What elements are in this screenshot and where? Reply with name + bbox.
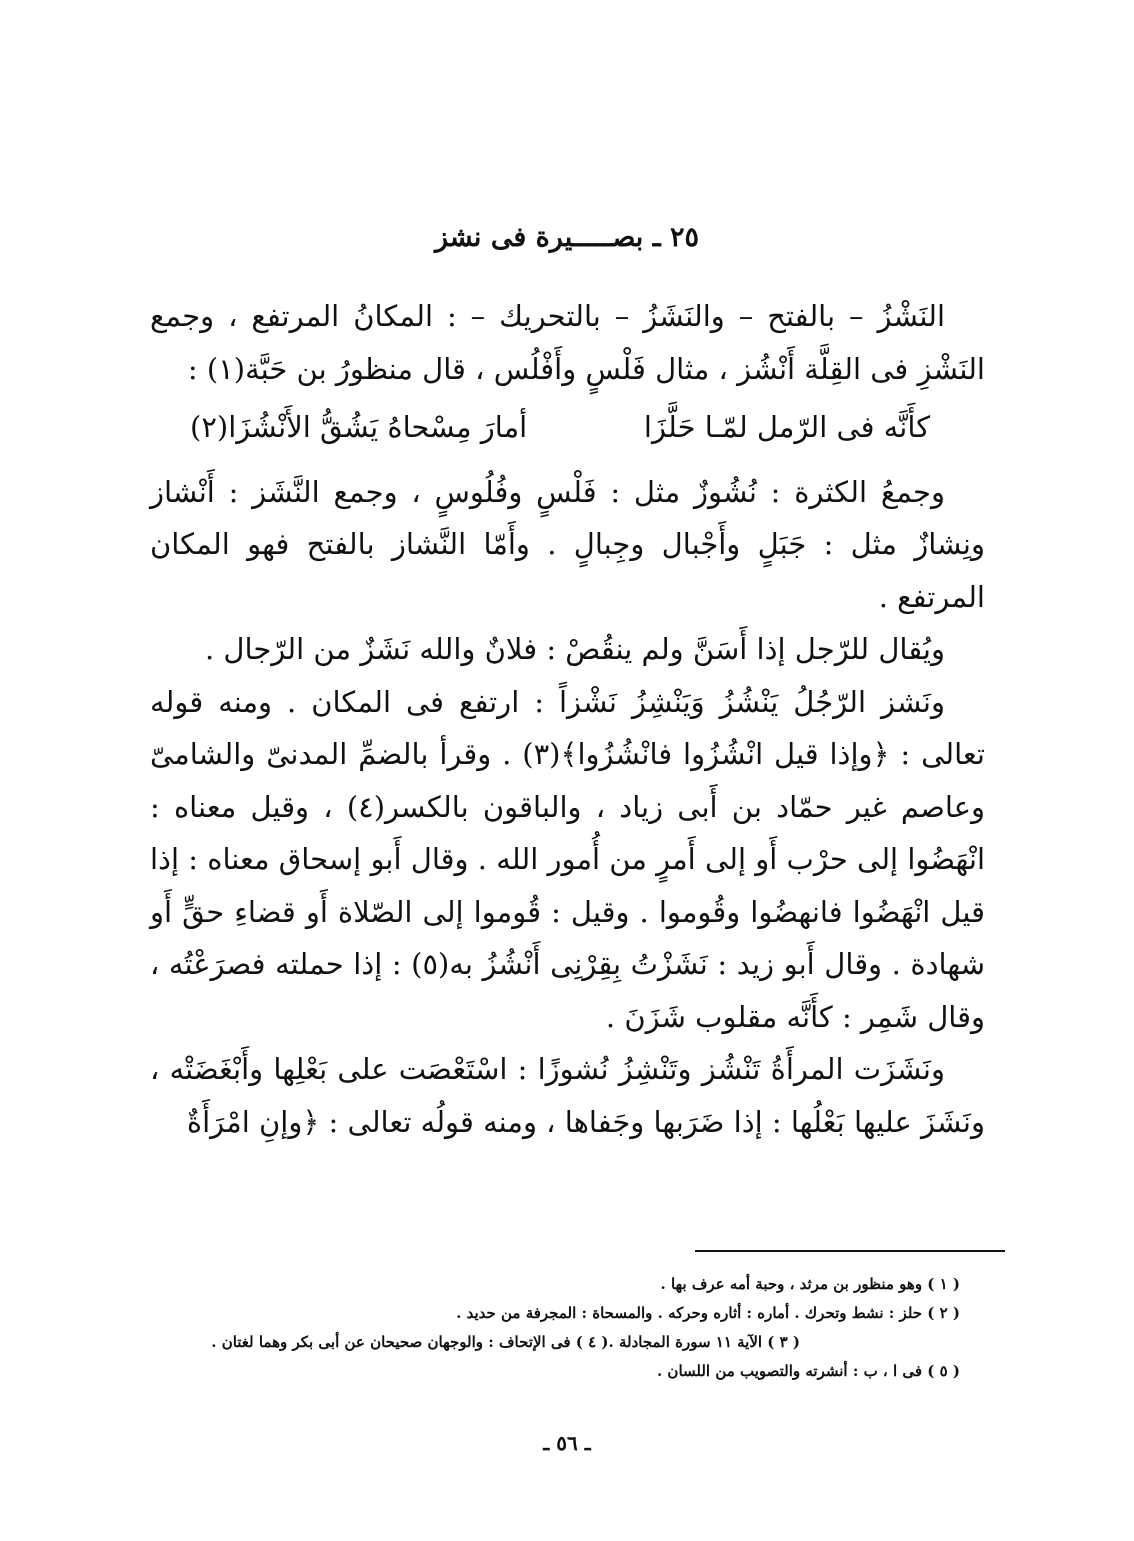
poetry-verse	[150, 401, 985, 454]
section-heading: ٢٥ ـ بصـــــيرة فى نشز	[434, 222, 700, 253]
verse-second-hemistich: أمارَ مِسْحاهُ يَشُقُّ الأَنْشُزَا(٢)	[190, 410, 528, 444]
footnote-row	[140, 1270, 960, 1299]
footnote-4: ( ٤ ) فى الإتحاف : والوجهان صحيحان عن أبى بكر وهما لغتان .	[211, 1333, 609, 1351]
footnote-row	[140, 1357, 960, 1386]
footnote-row	[140, 1299, 960, 1328]
footnote-2: ( ٢ ) حلز : نشط وتحرك . أماره : أثاره وحركه . والمسحاة : المجرفة من حديد .	[456, 1304, 960, 1322]
paragraph-5: ونَشَزَت المرأَةُ تَنْشُز وتَنْشِزُ نُشوزًا : اسْتَعْصَت على بَعْلِها وأَبْغَضَتْه ، ونَشَزَ عليها بَعْلُها : إذا ضَرَبها وجَفاها ، ومنه قولُه تعالى : ﴿وإنِ امْرَأَةٌ	[150, 1052, 985, 1139]
footnote-row	[140, 1328, 960, 1357]
footnote-3: ( ٣ ) الآية ١١ سورة المجادلة .	[608, 1333, 800, 1351]
footnote-divider	[695, 1250, 1005, 1252]
paragraph-3: ويُقال للرّجل إذا أَسَنَّ ولم ينقُصْ : فلانٌ والله نَشَزٌ من الرّجال .	[205, 632, 945, 666]
verse-first-hemistich: كأَنَّه فى الرّمل لمّـا حَلَّزَا	[643, 410, 930, 444]
footnote-1: ( ١ ) وهو منظور بن مرثد ، وحبة أمه عرف بها .	[660, 1275, 960, 1293]
main-text	[150, 290, 985, 1148]
footnotes	[140, 1270, 960, 1386]
footnote-5: ( ٥ ) فى ا ، ب : أنشرته والتصويب من اللسان .	[656, 1362, 960, 1380]
page-number: ـ ٥٦ ـ	[543, 1431, 591, 1455]
paragraph-1: النَشْزُ – بالفتح – والنَشَزُ – بالتحريك – : المكانُ المرتفع ، وجمع النَشْزِ فى القِلَّة أَنْشُز ، مثال فَلْسٍ وأَفْلُس ، قال منظورُ بن حَبَّة(١) :	[150, 299, 985, 386]
paragraph-4: ونَشز الرّجُلُ يَنْشُزُ وَيَنْشِزُ نَشْزاً : ارتفع فى المكان . ومنه قوله تعالى : ﴿وإذا قيل انْشُزُوا فانْشُزُوا﴾(٣) . وقرأ بالضمِّ المدنىّ والشامىّ وعاصم غير حمّاد بن أَبى زياد ، والباقون بالكسر(٤) ، وقيل معناه : انْهَضُوا إلى حرْب أَو إلى أَمرٍ من أُمور الله . وقال أَبو إسحاق معناه : إذا قيل انْهَضُوا فانهضُوا وقُوموا . وقيل : قُوموا إلى الصّلاة أَو قضاءِ حقٍّ أَو شهادة . وقال أَبو زيد : نَشَزْتُ بِقِرْنِى أَنْشُزُ به(٥) : إذا حملته فصرَعْتُه ، وقال شَمِر : كأَنَّه مقلوب شَزَنَ .	[150, 684, 985, 1034]
paragraph-2: وجمعُ الكثرة : نُشُوزٌ مثل : فَلْسٍ وفُلُوسٍ ، وجمع النَّشَز : أَنْشاز ونِشازٌ مثل : جَبَلٍ وأَجْبال وجِبالٍ . وأَمّا النَّشاز بالفتح فهو المكان المرتفع .	[150, 474, 985, 614]
